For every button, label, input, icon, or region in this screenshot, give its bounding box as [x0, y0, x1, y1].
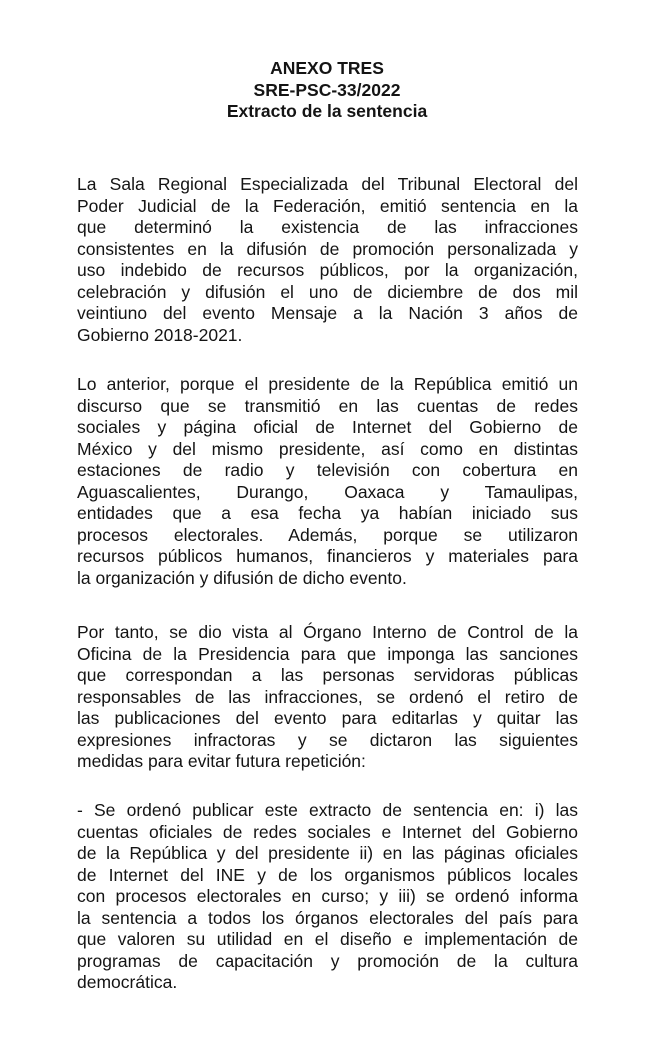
text-line: la organización y difusión de dicho evento. [77, 567, 407, 588]
paragraph-4 [77, 800, 578, 994]
text-line: sociales y página oficial de Internet del Gobierno de [77, 417, 578, 437]
text-line: Oficina de la Presidencia para que imponga las sanciones [77, 643, 578, 664]
text-line: de Internet del INE y de los organismos públicos locales [77, 864, 578, 885]
text-line: responsables de las infracciones, se ordenó el retiro de [77, 686, 578, 707]
text-line: entidades que a esa fecha ya habían iniciado sus [77, 503, 578, 523]
text-line: de la República y del presidente ii) en las páginas oficiales [77, 843, 578, 863]
case-number: SRE-PSC-33/2022 [253, 79, 401, 100]
text-line: que valoren su utilidad en el diseño e implementación de [77, 929, 578, 949]
text-line: celebración y difusión el uno de diciembre de dos mil [77, 281, 578, 302]
text-line: Aguascalientes, Durango, Oaxaca y Tamaulipas, [77, 481, 578, 502]
text-line: recursos públicos humanos, financieros y materiales para [77, 546, 578, 566]
paragraph-3 [77, 622, 578, 773]
text-line: veintiuno del evento Mensaje a la Nación 3 años de [77, 303, 578, 323]
text-line: Poder Judicial de la Federación, emitió sentencia en la [77, 195, 578, 216]
text-line: programas de capacitación y promoción de la cultura [77, 950, 578, 971]
text-line: expresiones infractoras y se dictaron las siguientes [77, 729, 578, 750]
text-line: Lo anterior, porque el presidente de la República emitió un [77, 374, 578, 394]
text-line: estaciones de radio y televisión con cobertura en [77, 460, 578, 480]
paragraph-1 [77, 174, 578, 346]
text-line: México y del mismo presidente, así como en distintas [77, 438, 578, 459]
annex-title: ANEXO TRES [270, 58, 384, 78]
text-line: la sentencia a todos los órganos electorales del país para [77, 907, 578, 928]
text-line: uso indebido de recursos públicos, por la organización, [77, 260, 578, 280]
text-line: medidas para evitar futura repetición: [77, 751, 366, 771]
text-line: democrática. [77, 972, 178, 992]
document-subtitle: Extracto de la sentencia [226, 101, 428, 121]
text-line: las publicaciones del evento para editarlas y quitar las [77, 708, 578, 728]
text-line: que determinó la existencia de las infracciones [77, 217, 578, 237]
text-line: - Se ordenó publicar este extracto de sentencia en: i) las [77, 800, 578, 820]
text-line: Gobierno 2018-2021. [77, 324, 243, 345]
text-line: Por tanto, se dio vista al Órgano Interno de Control de la [77, 622, 578, 642]
paragraph-2 [77, 374, 578, 589]
text-line: discurso que se transmitió en las cuentas de redes [77, 395, 578, 416]
text-line: con procesos electorales en curso; y iii) se ordenó informa [77, 886, 578, 906]
text-line: procesos electorales. Además, porque se utilizaron [77, 524, 578, 545]
text-line: consistentes en la difusión de promoción personalizada y [77, 238, 578, 259]
document-header [0, 58, 654, 123]
text-line: que correspondan a las personas servidoras públicas [77, 665, 578, 685]
text-line: cuentas oficiales de redes sociales e Internet del Gobierno [77, 821, 578, 842]
text-line: La Sala Regional Especializada del Tribunal Electoral del [77, 174, 578, 194]
